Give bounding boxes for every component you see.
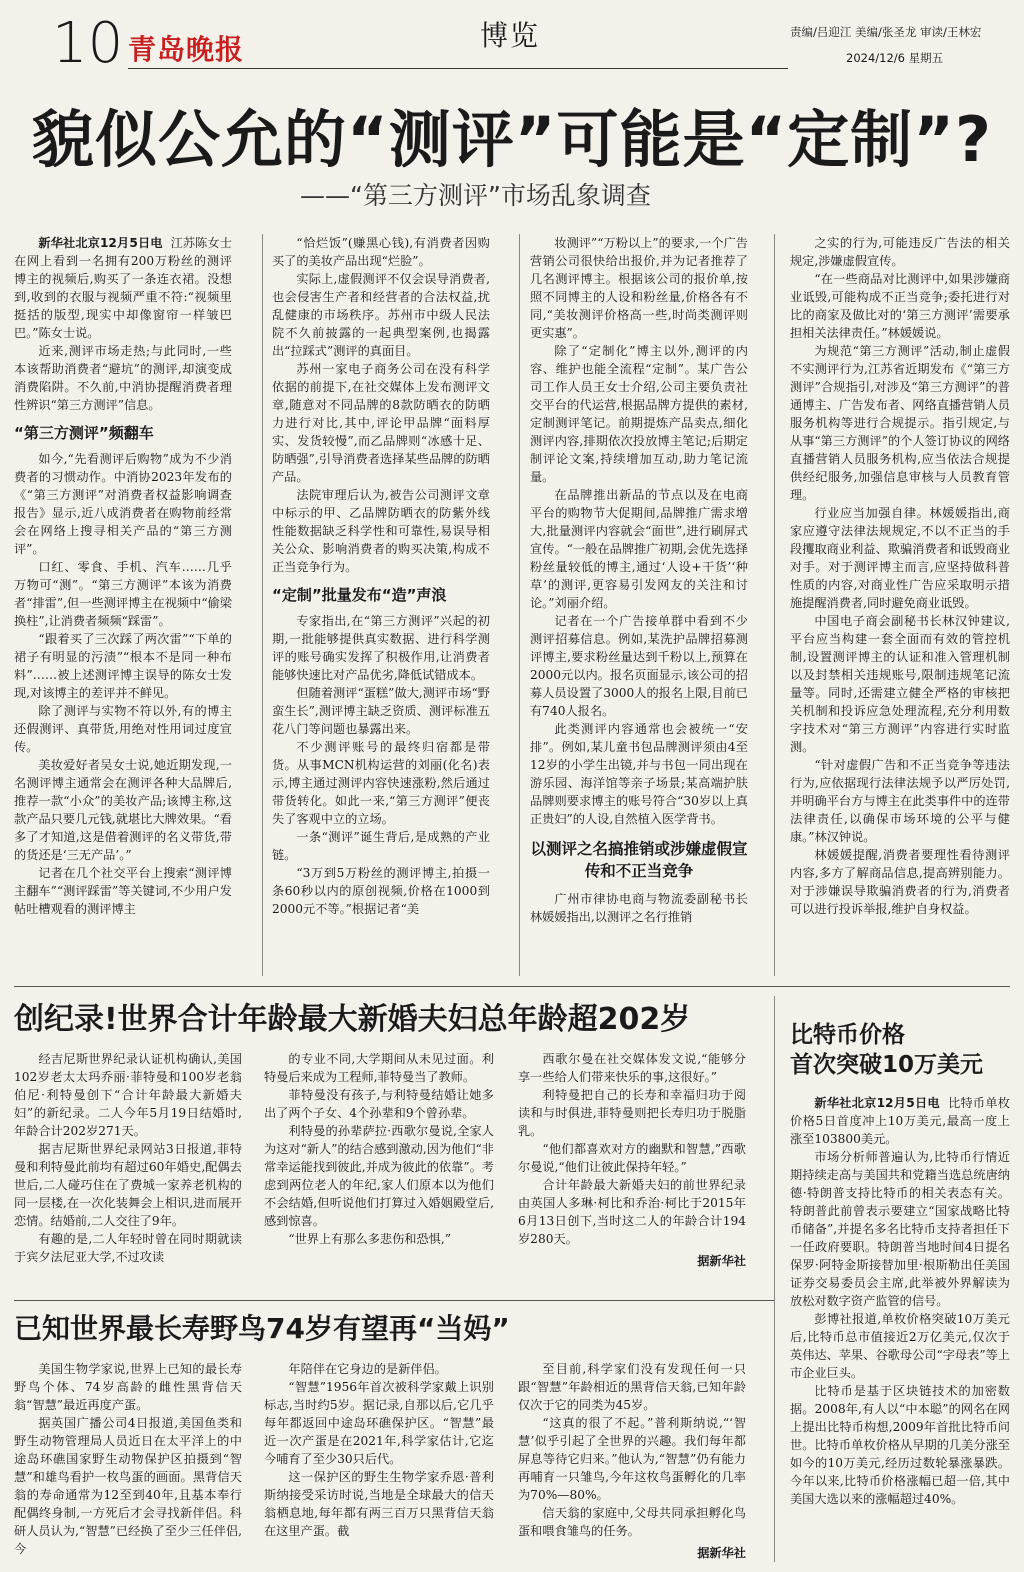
column-divider — [774, 996, 775, 1562]
main-article-col-3: 妆测评”“万粉以上”的要求,一个广告营销公司很快给出报价,并为记者推荐了几名测评博主。根据该公司的报价单,按照不同博主的人设和粉丝量,价格各有不同,“美妆测评价格高一些,时尚类测评则更实惠”。 除了“定制化”博主以外,测评的内容、维护也能全流程“定制”。某广告公司工作人员王女士介绍,公司主要负责社交平台的代运营,根据品牌方提供的素材,定制测评笔记。前期提炼产品卖点,细化测评内容,排期依次投放博主笔记;后期定制评论文案,持续增加互动,助力笔记流量。 在品牌推出新品的节点以及在电商平台的购物节大促期间,品牌推广需求增大,批量测评内容就会“面世”,进行刷屏式宣传。“一般在品牌推广初期,会优先选择粉丝量较低的博主,通过‘人设+干货’‘种草’的测评,更容易引发网友的关注和讨论。”刘丽介绍。 记者在一个广告接单群中看到不少测评招募信息。例如,某洗护品牌招募测评博主,要求粉丝量达到千粉以上,预算在2000元以内。报名页面显示,该公司的招募人员设置了3000人的报名上限,目前已有740人报名。 此类测评内容通常也会被统一“安排”。例如,某儿童书包品牌测评须由4至12岁的小学生出镜,并与书包一同出现在游乐园、海洋馆等亲子场景;某高端护肤品牌则要求博主的账号符合“30岁以上真正贵妇”的人设,自然植入医学背书。 以测评之名搞推销或涉嫌虚假宣传和不正当竞争 广州市律协电商与物流委副秘书长林媛媛指出,以测评之名行推销 — [530, 236, 748, 924]
article3-col-3: 至目前,科学家们没有发现任何一只跟“智慧”年龄相近的黑背信天翁,已知年龄仅次于它的同类为45岁。 “这真的很了不起。”普利斯纳说,“‘智慧’似乎引起了全世界的兴趣。我们每年都屏息等待它归来。”他认为,“智慧”仍有能力再哺育一只雏鸟,今年这枚鸟蛋孵化的几率为70%—80%。 信天翁的家庭中,父母共同承担孵化鸟蛋和喂食雏鸟的任务。 据新华社 — [518, 1362, 746, 1560]
article2-col-3: 西歌尔曼在社交媒体发文说,“能够分享一些给人们带来快乐的事,这很好。” 利特曼把自己的长寿和幸福归功于阅读和与时俱进,菲特曼则把长寿归功于脱脂乳。 “他们都喜欢对方的幽默和智慧,”西歌尔曼说,“他们让彼此保持年轻。” 合计年龄最大新婚夫妇的前世界纪录由英国人多琳·柯比和乔治·柯比于2015年6月13日创下,当时这二人的年龄合计194岁280天。 据新华社 — [518, 1052, 746, 1268]
article3-headline: 已知世界最长寿野鸟74岁有望再“当妈” — [14, 1312, 510, 1345]
article3-col-1: 美国生物学家说,世界上已知的最长寿野鸟个体、74岁高龄的雌性黑背信天翁“智慧”最近再度产蛋。 据英国广播公司4日报道,美国鱼类和野生动物管理局人员近日在太平洋上的中途岛环礁国家野生动物保护区拍摄到“智慧”和雄鸟看护一枚鸟蛋的画面。黑背信天翁的寿命通常为12至到40年,且基本奉行配偶终身制,一方死后才会寻找新伴侣。科研人员认为,“智慧”已经换了至少三任伴侣,今 — [14, 1362, 242, 1556]
page-number: 10 — [52, 11, 124, 76]
section-rule — [14, 986, 1010, 987]
main-article-col-2: “恰烂饭”(赚黑心钱),有消费者因购买了的美妆产品出现“烂脸”。 实际上,虚假测评不仅会误导消费者,也会侵害生产者和经营者的合法权益,扰乱健康的市场秩序。苏州市中级人民法院不久前披露的一起典型案例,也揭露出“拉踩式”测评的真面目。 苏州一家电子商务公司在没有科学依据的前提下,在社交媒体上发布测评文章,随意对不同品牌的8款防晒衣的防晒力进行对比,其中,评论甲品牌“面料厚实、发货较慢”,而乙品牌则“冰感十足、防晒强”,引导消费者选择某些品牌的防晒产品。 法院审理后认为,被告公司测评文章中标示的甲、乙品牌防晒衣的防紫外线性能数据缺乏科学性和可靠性,易误导相关公众、影响消费者的购买决策,构成不正当竞争行为。 “定制”批量发布“造”声浪 专家指出,在“第三方测评”兴起的初期,一批能够提供真实数据、进行科学测评的账号确实发挥了积极作用,让消费者能够快速比对产品优劣,降低试错成本。 但随着测评“蛋糕”做大,测评市场“野蛮生长”,测评博主缺乏资质、测评标准五花八门等问题也暴露出来。 不少测评账号的最终归宿都是带货。从事MCN机构运营的刘丽(化名)表示,博主通过测评内容快速涨粉,然后通过带货转化。如此一来,“第三方测评”便丧失了客观中立的立场。 一条“测评”诞生背后,是成熟的产业链。 “3万到5万粉丝的测评博主,拍摄一条60秒以内的原创视频,价格在1000到2000元不等。”根据记者“美 — [272, 236, 490, 916]
main-headline: 貌似公允的“测评”可能是“定制”? — [32, 103, 992, 176]
subheading-1: “第三方测评”频翻车 — [14, 424, 154, 442]
section-rule — [14, 1300, 774, 1301]
section-title: 博览 — [479, 19, 540, 52]
main-article-col-4: 之实的行为,可能违反广告法的相关规定,涉嫌虚假宣传。 “在一些商品对比测评中,如果涉嫌商业诋毁,可能构成不正当竞争;委托进行对比的商家及做比对的‘第三方测评’需要承担相关法律责任。”林媛媛说。 为规范“第三方测评”活动,制止虚假不实测评行为,江苏省近期发布《“第三方测评”合规指引,对涉及“第三方测评”的普通博主、广告发布者、网络直播营销人员服务机构等进行合规提示。指引规定,与从事“第三方测评”的个人签订协议的网络直播营销人员服务机构,应当依法合规提供经纪服务,加强信息审核与人员教育管理。 行业应当加强自律。林媛媛指出,商家应遵守法律法规规定,不以不正当的手段攫取商业利益、欺骗消费者和诋毁商业对手。对于测评博主而言,应坚持做科普性质的内容,对商业性广告应采取明示措施提醒消费者,同时避免商业诋毁。 中国电子商会副秘书长林汉钟建议,平台应当构建一套全面而有效的管控机制,设置测评博主的认证和准入管理机制以及封禁相关违规账号,限制违规笔记流量等。同时,还需建立健全严格的审核把关机制和投诉应急处理流程,充分利用数字技术对“第三方测评”内容进行实时监测。 “针对虚假广告和不正当竞争等违法行为,应依据现行法律法规予以严厉处罚,并明确平台方与博主在此类事件中的连带法律责任,以确保市场环境的公平与健康。”林汉钟说。 林媛媛提醒,消费者要理性看待测评内容,多方了解商品信息,提高辨别能力。对于涉嫌误导欺骗消费者的行为,消费者可以进行投诉举报,维护自身权益。 — [790, 236, 1010, 916]
column-divider — [262, 234, 263, 976]
column-divider — [519, 234, 520, 976]
article4-body: 新华社北京12月5日电 比特币单枚价格5日首度冲上10万美元,最高一度上涨至103800美元。 市场分析师普遍认为,比特币行情近期持续走高与美国共和党籍当选总统唐纳德·特朗普支持比特币的相关表态有关。特朗普此前曾表示要建立“国家战略比特币储备”,并提名多名比特币支持者担任下一任政府要职。特朗普当地时间4日提名保罗·阿特金斯接替加里·根斯勒出任美国证券交易委员会主席,此举被外界解读为放松对数字资产监管的信号。 彭博社报道,单枚价格突破10万美元后,比特币总市值接近2万亿美元,仅次于英伟达、苹果、谷歌母公司“字母表”等上市企业巨头。 比特币是基于区块链技术的加密数据。2008年,有人以“中本聪”的网名在网上提出比特币构想,2009年首批比特币问世。比特币单枚价格从早期的几美分涨至如今的10万美元,经历过数轮暴涨暴跌。今年以来,比特币价格涨幅已超一倍,其中美国大选以来的涨幅超过40%。 — [790, 1096, 1010, 1506]
article4-headline: 比特币价格 首次突破10万美元 — [790, 1022, 984, 1078]
editor-credits: 责编/吕迎江 美编/张圣龙 审读/王林宏 — [790, 25, 982, 39]
article4-dateline: 新华社北京12月5日电 — [814, 1096, 940, 1110]
column-divider — [774, 234, 775, 976]
newspaper-logo: 青岛晚报 — [128, 33, 245, 66]
issue-date: 2024/12/6 星期五 — [846, 51, 944, 65]
article2-col-1: 经吉尼斯世界纪录认证机构确认,美国102岁老太太玛乔丽·菲特曼和100岁老翁伯尼·利特曼创下“合计年龄最大新婚夫妇”的新纪录。二人今年5月19日结婚时,年龄合计202岁271天。 据吉尼斯世界纪录网站3日报道,菲特曼和利特曼此前均有超过60年婚史,配偶去世后,二人碰巧住在了费城一家养老机构的同一层楼,在一次化装舞会上相识,进而展开恋情。结婚前,二人交往了9年。 有趣的是,二人年轻时曾在同时期就读于宾夕法尼亚大学,不过攻读 — [14, 1052, 242, 1264]
article2-col-2: 的专业不同,大学期间从未见过面。利特曼后来成为工程师,菲特曼当了教师。 菲特曼没有孩子,与利特曼结婚让她多出了两个子女、4个孙辈和9个曾孙辈。 利特曼的孙辈萨拉·西歌尔曼说,全家人为这对“新人”的结合感到激动,因为他们“非常幸运能找到彼此,并成为彼此的依靠”。考虑到两位老人的年纪,家人们原本以为他们不会结婚,但听说他们打算过入婚姻殿堂后,感到惊喜。 “世界上有那么多悲伤和恐惧,” — [264, 1052, 494, 1246]
article2-source: 据新华社 — [697, 1254, 746, 1268]
main-article-col-1: 新华社北京12月5日电 江苏陈女士在网上看到一名拥有200万粉丝的测评博主的视频后,购买了一条连衣裙。没想到,收到的衣服与视频严重不符:“视频里挺括的版型,现实中却像窗帘一样皱巴巴。”陈女士说。 近来,测评市场走热;与此同时,一些本该帮助消费者“避坑”的测评,却演变成消费陷阱。不久前,中消协提醒消费者理性辨识“第三方测评”信息。 “第三方测评”频翻车 如今,“先看测评后购物”成为不少消费者的习惯动作。中消协2023年发布的《“第三方测评”对消费者权益影响调查报告》显示,近八成消费者在购物前经常会在网络上搜寻相关产品的“第三方测评”。 口红、零食、手机、汽车……几乎万物可“测”。“第三方测评”本该为消费者“排雷”,但一些测评博主在视频中“偷梁换柱”,让消费者频频“踩雷”。 “跟着买了三次踩了两次雷”“下单的裙子有明显的污渍”“根本不是同一种布料”……被上述测评博主误导的陈女士发现,对该博主的差评并不鲜见。 除了测评与实物不符以外,有的博主还假测评、真带货,用绝对性用词过度宣传。 美妆爱好者吴女士说,她近期发现,一名测评博主通常会在测评各种大品牌后,推荐一款“小众”的美妆产品;该博主称,这款产品只要几元钱,就堪比大牌效果。“看多了才知道,这是借着测评的名义带货,带的货还是‘三无产品’。” 记者在几个社交平台上搜索“测评博主翻车”“测评踩雷”等关键词,不少用户发帖吐槽观看的测评博主 — [14, 236, 232, 916]
main-dateline: 新华社北京12月5日电 — [38, 236, 163, 250]
article2-headline: 创纪录!世界合计年龄最大新婚夫妇总年龄超202岁 — [14, 1002, 691, 1037]
article3-source: 据新华社 — [697, 1546, 746, 1560]
subheading-2: “定制”批量发布“造”声浪 — [272, 586, 447, 604]
main-subhead: ——“第三方测评”市场乱象调查 — [300, 181, 651, 210]
subheading-3: 以测评之名搞推销或涉嫌虚假宣传和不正当竞争 — [530, 840, 748, 880]
header-rule — [128, 68, 788, 69]
article3-col-2: 年陪伴在它身边的是新伴侣。 “智慧”1956年首次被科学家戴上识别标志,当时约5岁。据记录,自那以后,它几乎每年都返回中途岛环礁保护区。“智慧”最近一次产蛋是在2021年,科学家估计,它迄今哺育了至少30只后代。 这一保护区的野生生物学家乔恩·普利斯纳接受采访时说,当地是全球最大的信天翁栖息地,每年都有两三百万只黑背信天翁在这里产蛋。截 — [264, 1362, 494, 1538]
